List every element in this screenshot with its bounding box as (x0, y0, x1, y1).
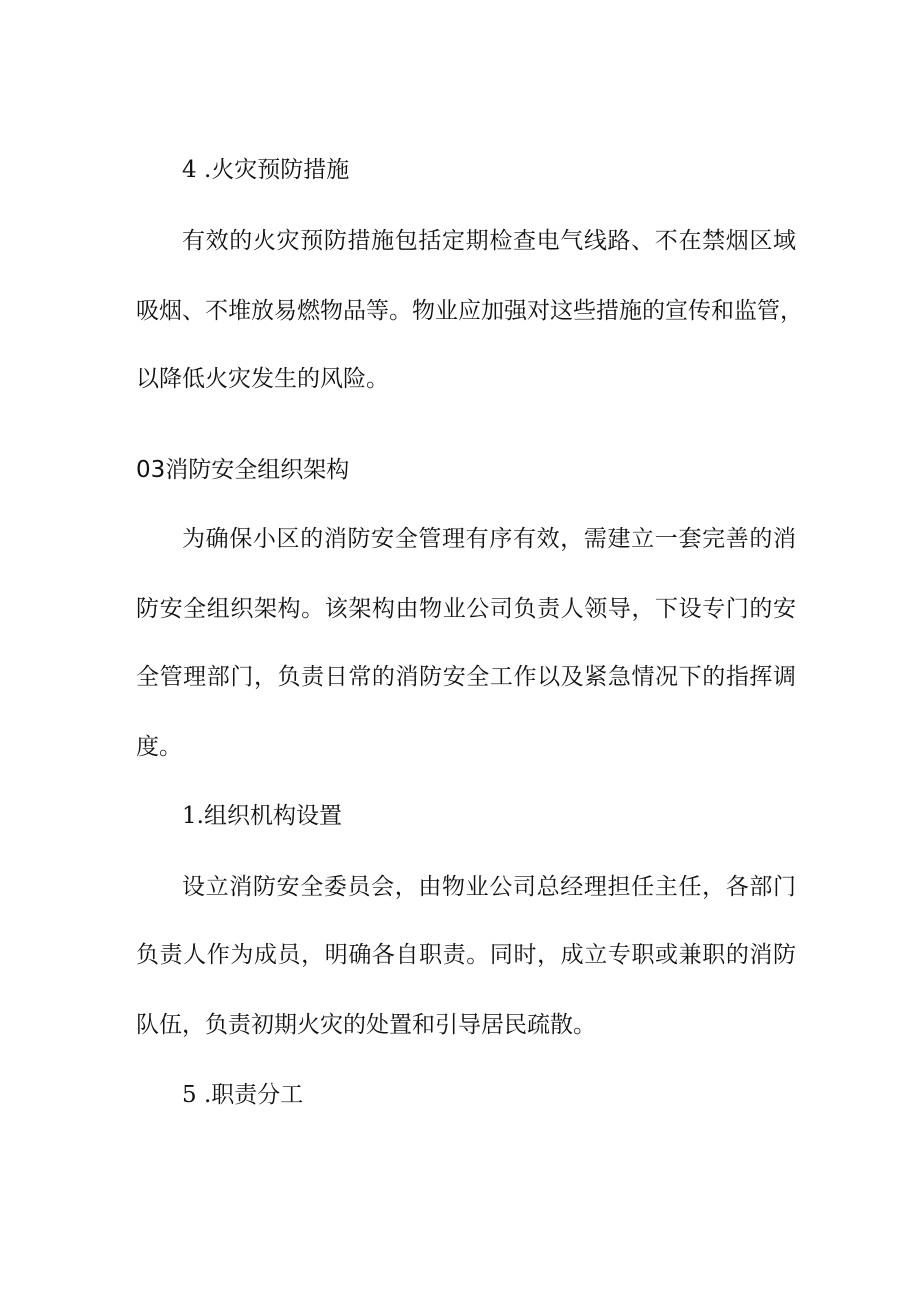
paragraph-line: 以降低火灾发生的风险。 (136, 366, 389, 392)
paragraph-line: 有效的火灾预防措施包括定期检查电气线路、不在禁烟区域 (182, 228, 796, 254)
paragraph-line: 全管理部门，负责日常的消防安全工作以及紧急情况下的指挥调 (136, 664, 796, 690)
paragraph-line: 度。 (136, 734, 182, 760)
paragraph-line: 为确保小区的消防安全管理有序有效，需建立一套完善的消 (182, 526, 796, 552)
paragraph-line: 吸烟、不堆放易燃物品等。物业应加强对这些措施的宣传和监管， (136, 298, 803, 324)
paragraph-line: 队伍，负责初期火灾的处置和引导居民疏散。 (136, 1012, 596, 1038)
paragraph-line: 负责人作为成员，明确各自职责。同时，成立专职或兼职的消防 (136, 942, 796, 968)
section-4-heading: 4 .火灾预防措施 (182, 157, 350, 183)
subsection-1-heading: 1.组织机构设置 (182, 803, 342, 829)
paragraph-line: 设立消防安全委员会，由物业公司总经理担任主任，各部门 (182, 874, 796, 900)
section-5-heading: 5 .职责分工 (182, 1082, 304, 1108)
chapter-03-heading: 03消防安全组织架构 (136, 457, 350, 483)
paragraph-line: 防安全组织架构。该架构由物业公司负责人领导，下设专门的安 (136, 596, 796, 622)
